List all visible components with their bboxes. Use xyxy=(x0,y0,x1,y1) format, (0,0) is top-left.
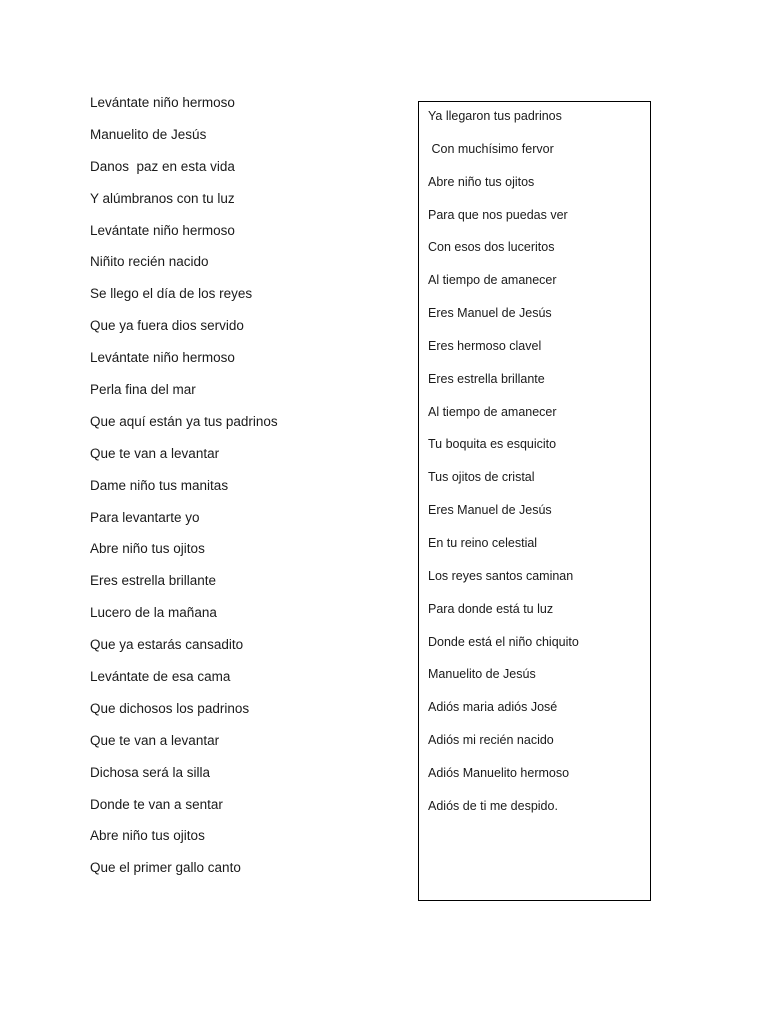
lyric-line: Que aquí están ya tus padrinos xyxy=(90,413,278,429)
boxed-lyric-line: Adiós maria adiós José xyxy=(428,700,558,715)
boxed-lyrics-column xyxy=(428,108,579,831)
lyric-line: Abre niño tus ojitos xyxy=(90,541,205,557)
boxed-lyric-line: Abre niño tus ojitos xyxy=(428,174,535,189)
boxed-lyric-line: Adiós Manuelito hermoso xyxy=(428,765,570,780)
lyric-line: Manuelito de Jesús xyxy=(90,126,207,142)
lyric-line: Levántate niño hermoso xyxy=(90,95,235,110)
boxed-lyric-line: Ya llegaron tus padrinos xyxy=(428,109,562,123)
boxed-lyric-line: Para donde está tu luz xyxy=(428,601,554,616)
boxed-lyric-line: Para que nos puedas ver xyxy=(428,207,568,222)
lyric-line: Que te van a levantar xyxy=(90,445,220,461)
boxed-lyric-line: Al tiempo de amanecer xyxy=(428,273,557,288)
boxed-lyric-line: Eres hermoso clavel xyxy=(428,338,542,353)
left-lyrics-column xyxy=(90,94,278,891)
boxed-lyric-line: En tu reino celestial xyxy=(428,535,538,550)
boxed-lyric-line: Tu boquita es esquicito xyxy=(428,437,557,452)
lyric-line: Levántate niño hermoso xyxy=(90,350,235,366)
lyric-line: Que el primer gallo canto xyxy=(90,860,241,876)
lyric-line: Que ya fuera dios servido xyxy=(90,318,244,334)
boxed-lyric-line: Adiós mi recién nacido xyxy=(428,733,554,748)
lyric-line: Que dichosos los padrinos xyxy=(90,700,250,716)
boxed-lyric-line: Eres Manuel de Jesús xyxy=(428,503,552,518)
boxed-lyric-line: Manuelito de Jesús xyxy=(428,667,536,682)
lyric-line: Eres estrella brillante xyxy=(90,573,217,589)
boxed-lyric-line: Eres estrella brillante xyxy=(428,371,545,386)
boxed-lyric-line: Los reyes santos caminan xyxy=(428,568,574,583)
lyric-line: Levántate de esa cama xyxy=(90,669,231,685)
lyric-line: Niñito recién nacido xyxy=(90,254,209,270)
lyric-line: Donde te van a sentar xyxy=(90,796,223,812)
lyric-line: Abre niño tus ojitos xyxy=(90,828,205,844)
boxed-lyric-line: Con muchísimo fervor xyxy=(428,141,554,156)
boxed-lyric-line: Donde está el niño chiquito xyxy=(428,634,579,649)
boxed-lyric-line: Al tiempo de amanecer xyxy=(428,404,557,419)
lyric-line: Lucero de la mañana xyxy=(90,605,217,621)
boxed-lyric-line: Eres Manuel de Jesús xyxy=(428,306,552,321)
lyric-line: Levántate niño hermoso xyxy=(90,222,235,238)
lyric-line: Y alúmbranos con tu luz xyxy=(90,190,235,206)
lyric-line: Danos paz en esta vida xyxy=(90,158,235,174)
boxed-lyric-line: Tus ojitos de cristal xyxy=(428,470,535,485)
lyric-line: Que te van a levantar xyxy=(90,732,220,748)
lyric-line: Dichosa será la silla xyxy=(90,764,211,780)
boxed-lyric-line: Adiós de ti me despido. xyxy=(428,798,558,813)
lyric-line: Se llego el día de los reyes xyxy=(90,286,253,302)
lyric-line: Perla fina del mar xyxy=(90,382,196,398)
boxed-lyrics-frame xyxy=(418,101,651,901)
lyric-line: Que ya estarás cansadito xyxy=(90,637,244,653)
lyric-line: Para levantarte yo xyxy=(90,509,200,525)
boxed-lyric-line: Con esos dos luceritos xyxy=(428,240,555,255)
lyric-line: Dame niño tus manitas xyxy=(90,477,229,493)
